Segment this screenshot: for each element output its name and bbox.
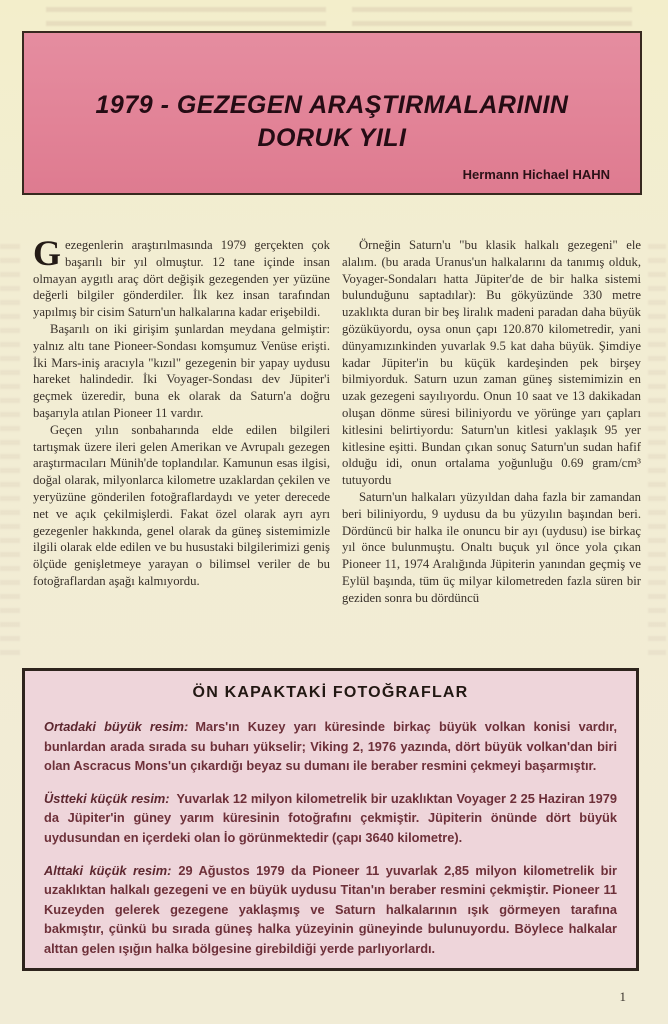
caption-text: Yuvarlak 12 milyon kilometrelik bir uzaklıktan Voyager 2 25 Haziran 1979 da Jüpiter'in güney yarım küresinin fotoğrafını çekmiştir. Jüpiterin önünde dört büyük uydusundan en içerdeki olan İo görünmektedir (çapı 3640 kilometre). [44, 790, 617, 845]
caption-lead: Alttaki küçük resim: [44, 862, 172, 878]
caption-lead: Üstteki küçük resim: [44, 790, 170, 806]
dropcap-letter: G [33, 233, 62, 273]
article-title [24, 89, 640, 155]
caption-text: Mars'ın Kuzey yarı küresinde birkaç büyük volkan konisi vardır, bunlardan arada sırada su buharı yükselir; Viking 2, 1976 yazında, dört büyük volkan'dan biri olan Ascracus Mons'un çıkardığı beyaz su dumanı ile beraber resmini çekmeyi başarmıştır. [44, 719, 617, 774]
page-number: 1 [619, 989, 626, 1004]
article-body [33, 233, 641, 607]
article-title-line1: 1979 - GEZEGEN ARAŞTIRMALARININ [95, 91, 569, 119]
article-left-column [33, 233, 330, 607]
cover-photo-caption [44, 861, 617, 959]
cover-photo-caption [44, 717, 617, 776]
paragraph: Saturn'un halkaları yüzyıldan daha fazla bir zamandan beri biliniyordu, 9 uydusu da bu yüzyılın başından beri. Dördüncü bir halka ile onuncu bir ayı (uydusu) ise birkaç yıl önce bulunmuştu. Onaltı buçuk yıl önce yola çıkan Pioneer 11, 1974 Aralığında Jüpiterin yanından geçmiş ve Eylül başında, tüm üç milyar kilometreden fazla süren bir geziden sonra bu dördüncü [342, 489, 641, 605]
paragraph-text: ezegenlerin araştırılmasında 1979 gerçekten çok başarılı bir yıl olmuştur. 12 tane içinde insan olmayan aygıtlı araç dört değişik gezegenden yer yüzüne değerli bilgiler gönderdiler. İlk kez insan tarafından yapılmış bir cisim Saturn'un halkalarına kadar erişebildi. [33, 238, 330, 320]
caption-text: 29 Ağustos 1979 da Pioneer 11 yuvarlak 2,85 milyon kilometrelik bir uzaklıktan halkalı gezegeni ve en büyük uydusu Titan'ın beraber resmini çekmiştir. Pioneer 11 Kuzeyden gelerek gezegene yaklaşmış ve Saturn halkalarının ışık görmeyen tarafına bakmıştır, çünkü bu sırada güneş halka yüzeyinin güneyinde bulunuyordu. Böylece halkalar alttan gelen ışığın halka bölgesine girebildiği yerde parlıyorlardı. [44, 862, 617, 956]
bleed-through-texture [352, 3, 632, 29]
article-title-banner [22, 31, 642, 195]
cover-photos-heading: ÖN KAPAKTAKİ FOTOĞRAFLAR [192, 684, 469, 701]
article-right-column [342, 237, 641, 607]
bleed-through-texture [0, 240, 20, 660]
cover-photos-box [22, 668, 639, 971]
article-title-line2: DORUK YILI [257, 124, 407, 152]
paragraph: Geçen yılın sonbaharında elde edilen bilgileri tartışmak üzere ileri gelen Amerikan ve Avrupalı gezegen araştırmacıları Münih'de toplandılar. Kamunun esas ilgisi, doğal olarak, milyonlarca kilometre uzaklardan çekilen ve yeryüzüne gönderilen fotoğraflardaydı ve yeter derecede net ve açık çekilmişlerdi. Fakat özel olarak ayrı ayrı gezegenler hakkında, genel olarak da güneş sistemimizle ilgili olarak elde edilen ve bu husustaki bilgilerimizi geniş ölçüde genişletmeye yarayan o bilimsel veriler de bu fotoğraflardan aşağı kalmıyordu. [33, 422, 330, 588]
paragraph: Örneğin Saturn'u "bu klasik halkalı gezegeni" ele alalım. (bu arada Uranus'un halkalarını da tanımış olduk, Voyager-Sondaları hatta Jüpiter'de de bir halka sistemi bulunduğunu saptadılar): Bu gökyüzünde 330 metre uzaklıkta duran bir beş liralık madeni paradan daha büyük gözüküyordu, oysa onun çapı 120.870 kilometredir, yani dünyamızınkinden yuvarlak 9.5 kat daha büyük. Şimdiye kadar Jüpiter'in bu küçük kardeşinden pek birşey bilmiyorduk. Saturn uzun zaman güneş sistemimizin en uzak gezegeni sayılıyordu. Onun 10 saat ve 13 dakikadan oluşan dönme süresi biliniyordu ve yörünge yarı çapları kitlesini belirtiyordu: Saturn'un kitlesi yaklaşık 95 yer kitlesine eşitti. Bundan çıkan sonuç Saturn'un sudan hafif olduğu idi, onun ortalama yoğunluğu 0.69 gram/cm³ tutuyordu [342, 238, 641, 488]
bleed-through-texture [46, 3, 326, 29]
cover-photo-caption [44, 789, 617, 848]
caption-lead: Ortadaki büyük resim: [44, 719, 189, 734]
article-author: Hermann Hichael HAHN [462, 167, 610, 182]
paragraph [33, 233, 330, 321]
bleed-through-texture [648, 240, 666, 660]
paragraph: Başarılı on iki girişim şunlardan meydana gelmiştir: yalnız altı tane Pioneer-Sondası komşumuz Venüse erişti. İki Mars-iniş aracıyla "kızıl" gezegenin bir yapay uydusu hareket halindedir. İki Voyager-Sondası dev Jüpiter'i geçmek üzeredir, buna ek olarak da Saturn'a doğru başarıyla atılan Pioneer 11 vardır. [33, 321, 330, 420]
